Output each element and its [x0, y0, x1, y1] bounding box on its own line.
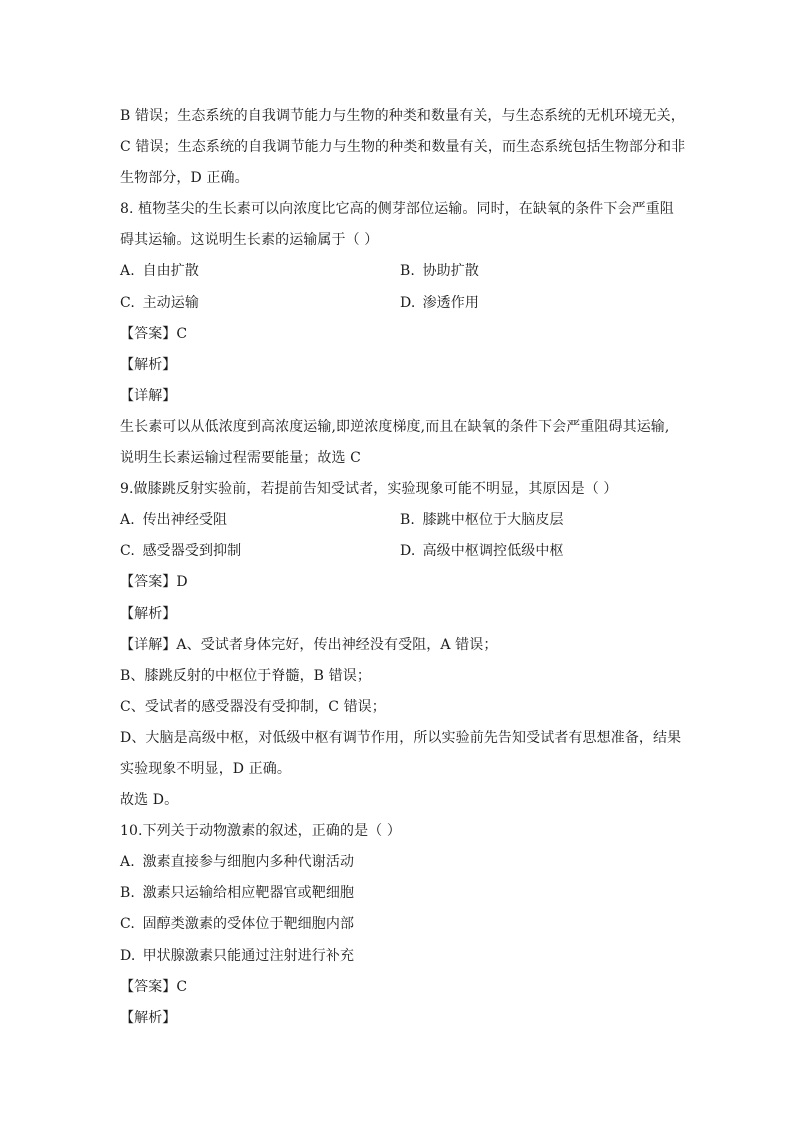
- q9-explain-line: D、大脑是高级中枢，对低级中枢有调节作用，所以实验前先告知受试者有思想准备，结果: [120, 729, 682, 746]
- q10-option-b: [120, 878, 680, 909]
- q9-option-c: [120, 536, 400, 567]
- q9-explain-line: 实验现象不明显，D 正确。: [120, 760, 291, 777]
- q8-option-c: [120, 288, 400, 319]
- q9-option-d: [400, 536, 680, 567]
- option-text: 甲状腺激素只能通过注射进行补充: [142, 947, 355, 964]
- question-8-cont: 碍其运输。这说明生长素的运输属于（ ）: [120, 232, 379, 249]
- q10-analysis-heading: 【解析】: [120, 1009, 177, 1026]
- option-label: D.: [400, 294, 416, 311]
- option-text: 协助扩散: [422, 263, 479, 280]
- document-page: [120, 101, 686, 1034]
- question-8: 8. 植物茎尖的生长素可以向浓度比它高的侧芽部位运输。同时，在缺氧的条件下会严重阻: [120, 201, 674, 218]
- option-label: C.: [120, 294, 135, 311]
- q8-option-b: [400, 256, 680, 287]
- option-label: D.: [120, 947, 136, 964]
- q9-option-a: [120, 505, 400, 536]
- option-text: 激素只运输给相应靶器官或靶细胞: [142, 885, 355, 902]
- q8-options-row-1: [120, 256, 680, 287]
- q8-option-a: [120, 256, 400, 287]
- text-line: C 错误；生态系统的自我调节能力与生物的种类和数量有关，而生态系统包括生物部分和非: [120, 139, 686, 156]
- q8-option-d: [400, 288, 680, 319]
- q9-options-row-1: [120, 505, 680, 536]
- option-label: A.: [120, 854, 135, 871]
- q8-analysis-heading: 【解析】: [120, 356, 177, 373]
- option-text: 传出神经受阻: [142, 512, 228, 529]
- option-text: 膝跳中枢位于大脑皮层: [422, 512, 564, 529]
- option-label: B.: [400, 263, 415, 280]
- option-label: A.: [120, 263, 135, 280]
- text-line: B 错误；生态系统的自我调节能力与生物的种类和数量有关，与生态系统的无机环境无关，: [120, 108, 685, 124]
- q8-explain-line: 说明生长素运输过程需要能量；故选 C: [120, 450, 361, 467]
- q9-explain-line: B、膝跳反射的中枢位于脊髓，B 错误；: [120, 667, 371, 684]
- option-text: 主动运输: [142, 294, 199, 311]
- option-text: 自由扩散: [142, 263, 199, 280]
- q9-answer: 【答案】D: [120, 574, 188, 591]
- q9-explain-line: 故选 D。: [120, 792, 179, 809]
- q10-option-c: [120, 909, 680, 940]
- q10-answer: 【答案】C: [120, 978, 188, 995]
- q8-explain-line: 生长素可以从低浓度到高浓度运输,即逆浓度梯度,而且在缺氧的条件下会严重阻碍其运输,: [120, 418, 670, 435]
- option-label: D.: [400, 543, 416, 560]
- option-label: B.: [400, 512, 415, 529]
- option-text: 渗透作用: [422, 294, 479, 311]
- q9-explain-line: 【详解】A、受试者身体完好，传出神经没有受阻，A 错误；: [120, 636, 498, 653]
- q10-option-a: [120, 847, 680, 878]
- q8-answer: 【答案】C: [120, 325, 188, 342]
- option-text: 激素直接参与细胞内多种代谢活动: [142, 854, 355, 871]
- option-label: C.: [120, 543, 135, 560]
- option-label: C.: [120, 916, 135, 933]
- q9-options-row-2: [120, 536, 680, 567]
- option-label: A.: [120, 512, 135, 529]
- option-label: B.: [120, 885, 135, 902]
- question-10: 10.下列关于动物激素的叙述，正确的是（ ）: [120, 823, 401, 840]
- q10-option-d: [120, 941, 680, 972]
- text-line: 生物部分，D 正确。: [120, 170, 249, 187]
- q9-analysis-heading: 【解析】: [120, 605, 177, 622]
- option-text: 固醇类激素的受体位于靶细胞内部: [142, 916, 355, 933]
- q9-explain-line: C、受试者的感受器没有受抑制，C 错误；: [120, 698, 386, 715]
- option-text: 高级中枢调控低级中枢: [422, 543, 564, 560]
- q8-detail-heading: 【详解】: [120, 387, 177, 404]
- question-9: 9.做膝跳反射实验前，若提前告知受试者，实验现象可能不明显，其原因是（ ）: [120, 481, 618, 498]
- q8-options-row-2: [120, 288, 680, 319]
- option-text: 感受器受到抑制: [142, 543, 242, 560]
- q9-option-b: [400, 505, 680, 536]
